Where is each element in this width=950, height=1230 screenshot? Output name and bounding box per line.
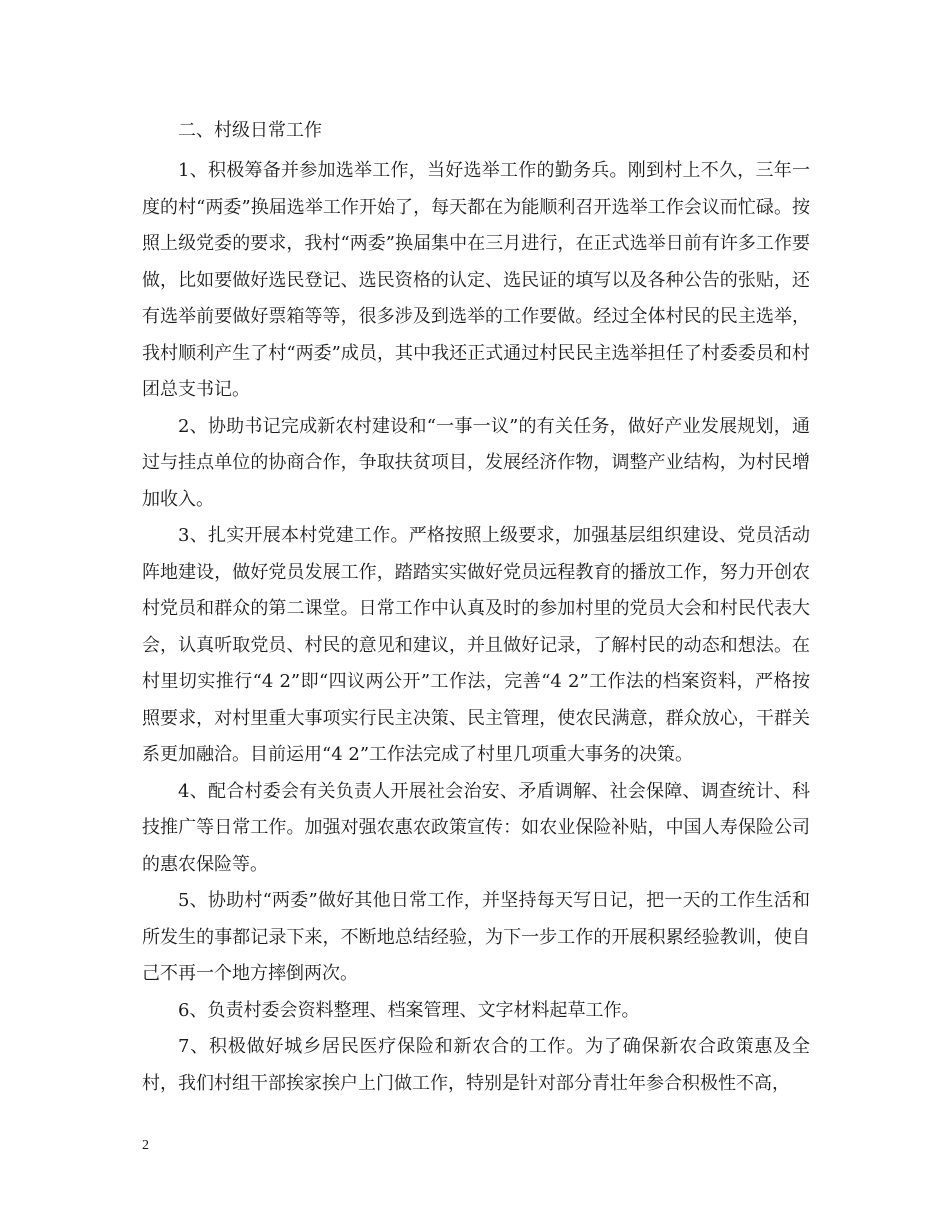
- paragraph-2: 2、协助书记完成新农村建设和“一事一议”的有关任务，做好产业发展规划，通过与挂点单位的协商合作，争取扶贫项目，发展经济作物，调整产业结构，为村民增加收入。: [142, 415, 810, 510]
- page-body: [142, 117, 810, 1102]
- paragraph-3: 3、扎实开展本村党建工作。严格按照上级要求，加强基层组织建设、党员活动阵地建设，做好党员发展工作，踏踏实实做好党员远程教育的播放工作，努力开创农村党员和群众的第二课堂。日常工作中认真及时的参加村里的党员大会和村民代表大会，认真听取党员、村民的意见和建议，并且做好记录，了解村民的动态和想法。在村里切实推行“4 2”即“四议两公开”工作法，完善“4 2”工作法的档案资料，严格按照要求，对村里重大事项实行民主决策、民主管理，使农民满意，群众放心，干群关系更加融洽。目前运用“4 2”工作法完成了村里几项重大事务的决策。: [142, 525, 810, 765]
- paragraph-6: 6、负责村委会资料整理、档案管理、文字材料起草工作。: [178, 999, 640, 1021]
- section-heading: 二、村级日常工作: [178, 120, 322, 141]
- paragraph-7: 7、积极做好城乡居民医疗保险和新农合的工作。为了确保新农合政策惠及全村，我们村组干部挨家挨户上门做工作，特别是针对部分青壮年参合积极性不高，: [142, 1036, 810, 1094]
- page-number: 2: [142, 1138, 149, 1153]
- paragraph-5: 5、协助村“两委”做好其他日常工作，并坚持每天写日记，把一天的工作生活和所发生的事都记录下来，不断地总结经验，为下一步工作的开展积累经验教训，使自己不再一个地方摔倒两次。: [142, 890, 810, 984]
- paragraph-4: 4、配合村委会有关负责人开展社会治安、矛盾调解、社会保障、调查统计、科技推广等日常工作。加强对强农惠农政策宣传：如农业保险补贴，中国人寿保险公司的惠农保险等。: [142, 780, 810, 875]
- paragraph-1: 1、积极筹备并参加选举工作，当好选举工作的勤务兵。刚到村上不久，三年一度的村“两委”换届选举工作开始了，每天都在为能顺利召开选举工作会议而忙碌。按照上级党委的要求，我村“两委”换届集中在三月进行，在正式选举日前有许多工作要做，比如要做好选民登记、选民资格的认定、选民证的填写以及各种公告的张贴，还有选举前要做好票箱等等，很多涉及到选举的工作要做。经过全体村民的民主选举，我村顺利产生了村“两委”成员，其中我还正式通过村民民主选举担任了村委委员和村团总支书记。: [142, 160, 810, 400]
